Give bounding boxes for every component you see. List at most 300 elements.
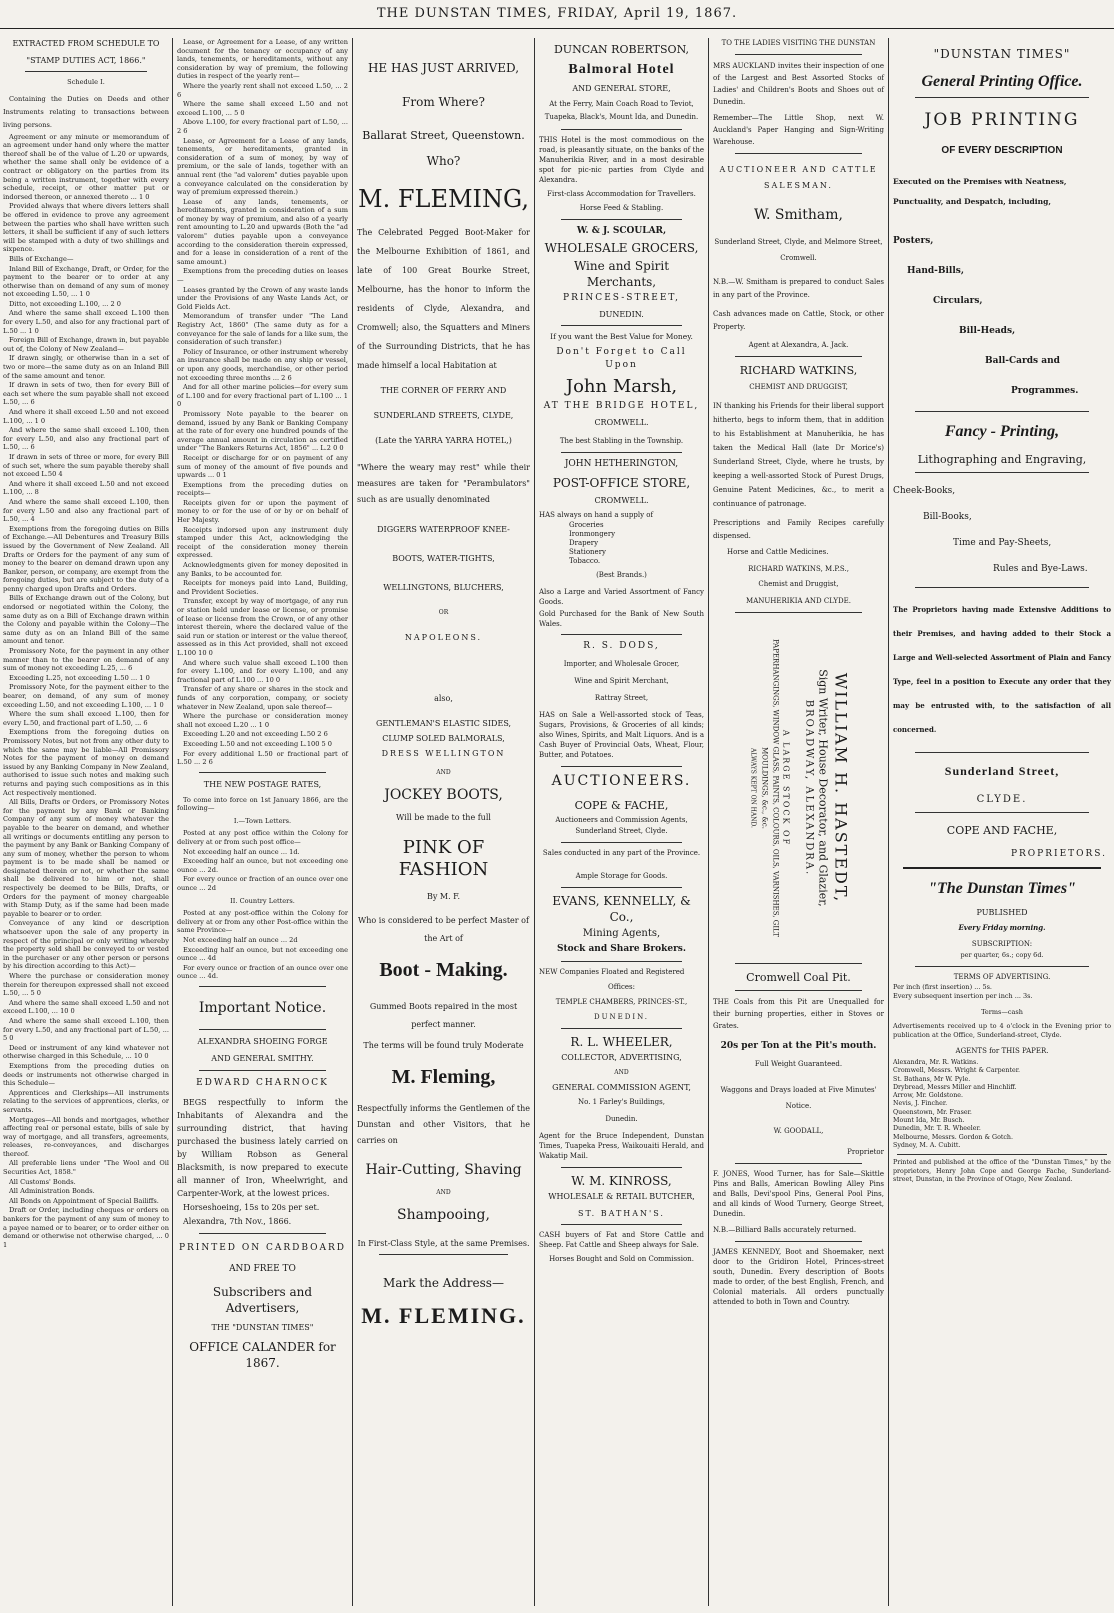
duty-entry: All preferable liens under "The Wool and Oil Securities Act, 1858." bbox=[3, 1159, 169, 1177]
fleming-product: CLUMP SOLED BALMORALS, bbox=[382, 734, 505, 743]
dods-name: R. S. DODS, bbox=[583, 641, 660, 651]
hastedt-name: WILLIAM H. HASTEDT, bbox=[831, 672, 850, 904]
duty-entry: Conveyance of any kind or description whatsoever upon the sale of any property in respect of the principal or only writing whereby the property sold shall be conveyed to or vested in the purchaser or any other person or persons by his direction according to this Act)— bbox=[3, 919, 169, 971]
subscription-rate: per quarter, 6s.; copy 6d. bbox=[960, 951, 1044, 959]
important-notice-heading: Important Notice. bbox=[198, 999, 327, 1016]
divider bbox=[915, 966, 1089, 967]
divider bbox=[915, 752, 1089, 753]
lease-entry: Exemptions from the preceding duties on leases— bbox=[177, 267, 348, 285]
lease-entry: Receipts for moneys paid into Land, Building, and Provident Societies. bbox=[177, 579, 348, 596]
jones-nb: N.B.—Billiard Balls accurately returned. bbox=[713, 1226, 857, 1234]
auctioneer-heading: AUCTIONEER AND CATTLE SALESMAN. bbox=[719, 165, 878, 190]
lithographing: Lithographing and Engraving, bbox=[917, 453, 1087, 466]
duty-entry: Ditto, not exceeding L.100, ... 2 0 bbox=[9, 299, 121, 308]
hastedt-items: PAPERHANGINGS, WINDOW GLASS, PAINTS, COLOURS, OILS, VARNISHES, GILT MOULDINGS, &c., &c. bbox=[760, 639, 779, 937]
watkins-name: RICHARD WATKINS, bbox=[739, 364, 858, 377]
jones-notice: F. JONES, Wood Turner, has for Sale—Skittle Pins and Balls, American Bowling Alley Pins and Balls, Devi'spool Pins, General Pool Pins, and all kinds of Wood Turnery, George Street, Dunedin. bbox=[713, 1170, 884, 1218]
print-items-list-2 bbox=[893, 478, 1111, 582]
agent-entry: Arrow, Mr. Goldstone. bbox=[893, 1092, 963, 1100]
divider bbox=[735, 963, 862, 964]
evans-city: DUNEDIN. bbox=[593, 1013, 650, 1021]
lease-entry: Transfer, except by way of mortgage, of any run or station held under lease or license, or promise of lease or license from the Crown, or of any other interest therein, where the declared value of the said run or station or interest or the value thereof, assessed as in this Act provided, shall not exceed L.100 10 0 bbox=[177, 597, 348, 657]
fleming-product: DIGGERS WATERPROOF KNEE- bbox=[377, 525, 510, 534]
printed-line: PRINTED ON CARDBOARD bbox=[178, 1242, 347, 1253]
robertson-location: At the Ferry, Main Coach Road to Teviot, Tuapeka, Black's, Mount Ida, and Dunedin. bbox=[544, 100, 699, 121]
goods-list bbox=[539, 521, 704, 566]
column-leases-postage bbox=[174, 38, 351, 1606]
agents-heading: AGENTS for THIS PAPER. bbox=[955, 1047, 1049, 1055]
marsh-stabling: The best Stabling in the Township. bbox=[559, 437, 684, 445]
duty-entry: Exemptions from the foregoing duties on Bills of Exchange.—All Debentures and Treasury Bills issued by the Government of New Zealand. All Drafts or Orders for the payment of any sum of money to the bearer on demand drawn upon any Banker, person, or company, are exempt from the foregoing duties, but are subject to the duty of a penny charged upon Drafts and Orders. bbox=[3, 524, 169, 593]
hastedt-trade: Sign Writer, House Decorator, and Glazier, bbox=[816, 669, 829, 907]
town-rate: For every ounce or fraction of an ounce over one ounce ... 2d bbox=[177, 875, 348, 893]
agent-entry: Sydney, M. A. Cubitt. bbox=[893, 1141, 961, 1149]
divider bbox=[561, 842, 682, 843]
column-rule bbox=[888, 38, 889, 1606]
terms-cash: Terms—cash bbox=[981, 1008, 1023, 1016]
smitham-address: Sunderland Street, Clyde, and Melmore Street, Cromwell. bbox=[714, 238, 883, 262]
divider bbox=[735, 990, 862, 991]
robertson-name: DUNCAN ROBERTSON, bbox=[553, 43, 689, 56]
auctioneers-heading: AUCTIONEERS. bbox=[551, 773, 692, 789]
cope-storage: Ample Storage for Goods. bbox=[575, 872, 668, 880]
hetherington-name: JOHN HETHERINGTON, bbox=[564, 459, 679, 469]
hotel-description: THIS Hotel is the most commodious on the road, is pleasantly situate, on the banks of the Manuherikia River, and in a most desirable spot for pic-nic parties from Clyde and Alexandra. bbox=[539, 136, 704, 184]
dods-stock: HAS on Sale a Well-assorted stock of Teas, Sugars, Provisions, & Groceries of all kinds; also Wines, Spirits, and Malt Liquors. And is a Cash Buyer of Provincial Oats, Wheat, Flour, Butter, and Potatoes. bbox=[539, 711, 704, 759]
scoular-city: DUNEDIN. bbox=[599, 310, 644, 319]
fleming-headline: HE HAS JUST ARRIVED, bbox=[367, 61, 520, 75]
clyde: CLYDE. bbox=[976, 794, 1028, 805]
duty-entry: Agreement or any minute or memorandum of an agreement under hand only where the matter thereof shall be of the value of L.20 or upwards, whether the same shall only be evidence of a contract or obligatory on the parties from its being a written instrument, together with every schedule, receipt, or other matter put or indorsed thereon, or annexed thereto ... 1 0 bbox=[3, 132, 169, 201]
job-printing: JOB PRINTING bbox=[924, 110, 1080, 130]
wheeler-and: AND bbox=[614, 1069, 629, 1076]
goodall-name: W. GOODALL, bbox=[773, 1127, 824, 1135]
fleming-made: Will be made to the full bbox=[396, 813, 491, 822]
lease-entry: Exceeding L.50 and not exceeding L.100 5 0 bbox=[183, 739, 332, 748]
divider bbox=[561, 1028, 682, 1029]
fleming-name: M. FLEMING, bbox=[358, 185, 529, 213]
postage-heading: THE NEW POSTAGE RATES, bbox=[203, 779, 322, 789]
cope-fache: COPE & FACHE, bbox=[574, 799, 669, 812]
divider bbox=[561, 887, 682, 888]
lease-entry: Above L.100, for every fractional part of L.50, ... 2 6 bbox=[177, 118, 348, 135]
horseshoe-price: Horseshoeing, 15s to 20s per set. bbox=[183, 1202, 320, 1212]
lease-entry: Lease of any lands, tenements, or hereditaments, granted in consideration of a sum of money by way of premium, and also of a yearly rent amounting to L.20 and upwards (Both the "ad valorem" duties payable upon a conveyance according to the consideration therein expressed, and for a lease in consideration of a rent of the same amount.) bbox=[177, 197, 348, 266]
hastedt-kept: ALWAYS KEPT ON HAND. bbox=[749, 748, 756, 828]
watkins-location: MANUHERIKIA AND CLYDE. bbox=[746, 597, 851, 605]
duty-entry: Promissory Note, for the payment in any other manner than to the bearer on demand of any sum of money not exceeding L.25, ... 6 bbox=[3, 647, 169, 673]
town-rate: Exceeding half an ounce, but not exceeding one ounce ... 2d. bbox=[177, 857, 348, 874]
print-item: Programmes. bbox=[1011, 386, 1079, 396]
agent-entry: Drybread, Messrs Miller and Hinchliff. bbox=[893, 1083, 1017, 1091]
general-store: AND GENERAL STORE, bbox=[572, 84, 671, 93]
dunstan-times-label: "DUNSTAN TIMES" bbox=[933, 47, 1071, 61]
lease-entry: And for all other marine policies—for every sum of L.100 and for every fractional part of L.100 ... 1 0 bbox=[177, 383, 348, 409]
print-item-2: Time and Pay-Sheets, bbox=[953, 538, 1052, 548]
wheeler-role: COLLECTOR, ADVERTISING, bbox=[561, 1053, 682, 1062]
column-rule bbox=[534, 38, 535, 1606]
accommodation: First-class Accommodation for Travellers. bbox=[547, 190, 696, 198]
divider bbox=[561, 961, 682, 962]
gold-purchased: Gold Purchased for the Bank of New South Wales. bbox=[539, 610, 704, 628]
smitham-name: W. Smitham, bbox=[754, 207, 843, 223]
watkins-notice: IN thanking his Friends for their liberal support hitherto, begs to inform them, that in addition to his Establishment at Manuherikia, he has taken the Medical Hall (late Dr Morice's) Sunderland Street, Clyde, where he trusts, by keeping a well-assorted Stock of Purest Drugs, Genuine Patent Medicines, &c., to merit a continuance of patronage. bbox=[713, 402, 884, 508]
duty-entry: And where the same shall exceed L.100, then for every L.50, and any fractional part of L.50, ... 5 0 bbox=[3, 1016, 169, 1043]
print-item-2: Rules and Bye-Laws. bbox=[993, 564, 1088, 574]
duty-entry: Bills of Exchange drawn out of the Colony, but endorsed or negotiated within the Colony, the same duty as on a Bill of Exchange drawn within the Colony and payable within the Colony—The same duty as on an Inland Bill of the same amount and tenor. bbox=[3, 594, 169, 646]
country-rate: Posted at any post-office within the Colony for delivery at or from any other Post-office within the same Province— bbox=[177, 909, 348, 935]
kinross-town: ST. BATHAN'S. bbox=[578, 1209, 665, 1218]
coal-pit-heading: Cromwell Coal Pit. bbox=[746, 971, 851, 984]
duty-entry: All Bonds on Appointment of Special Bailiffs. bbox=[9, 1196, 159, 1205]
watkins-horse: Horse and Cattle Medicines. bbox=[727, 548, 829, 556]
printed-line: AND FREE TO bbox=[229, 1263, 296, 1274]
charnock-notice: BEGS respectfully to inform the Inhabitants of Alexandra and the surrounding district, that having purchased the business lately carried on by William Robson as General Blacksmith, is now prepared to execute all manner of Iron, Wheelwright, and Carpenter-Work, at the lowest prices. bbox=[177, 1097, 348, 1198]
fleming-corner: SUNDERLAND STREETS, CLYDE, bbox=[373, 411, 514, 420]
lease-entry: Where the same shall exceed L.50 and not exceed L.100, ... 5 0 bbox=[177, 100, 348, 117]
every-friday: Every Friday morning. bbox=[958, 923, 1046, 932]
cope-and-fache: COPE AND FACHE, bbox=[946, 824, 1058, 837]
fleming-intro: The Celebrated Pegged Boot-Maker for the Melbourne Exhibition of 1861, and late of 100 Great Bourke Street, Melbourne, has the honor to inform the residents of Clyde, Alexandra, and Cromwell; also, the Squatters and Miners of the Surrounding Districts, that he has made himself a local Habitation at bbox=[357, 228, 530, 370]
coal-body: THE Coals from this Pit are Unequalled for their burning properties, either in Stoves or Grates. bbox=[713, 998, 884, 1030]
duty-entry: And where it shall exceed L.50 and not exceed L.100, ... 8 bbox=[3, 479, 169, 497]
evans-address: TEMPLE CHAMBERS, PRINCES-ST., bbox=[555, 998, 688, 1006]
watkins-cd: Chemist and Druggist, bbox=[758, 580, 839, 588]
fleming-gummed: Gummed Boots repaired in the most perfect manner. bbox=[369, 1002, 518, 1029]
watkins-sign: RICHARD WATKINS, M.P.S., bbox=[748, 565, 849, 573]
duty-entry: Exceeding L.25, not exceeding L.50 ... 1 0 bbox=[9, 673, 150, 682]
dods-importer: Importer, and Wholesale Grocer, bbox=[563, 660, 680, 668]
lease-entry: Policy of Insurance, or other instrument whereby an insurance shall be made on any ship or vessel, or upon any goods, merchandise, or other period not exceeding three months ... 2 6 bbox=[177, 347, 348, 382]
scoular-wholesale: WHOLESALE GROCERS, bbox=[544, 241, 699, 255]
marsh-call: Don't Forget to Call Upon bbox=[556, 347, 687, 370]
imprint: Printed and published at the office of the "Dunstan Times," by the proprietors, Henry John Cope and George Fache, Sunderland-street, Dunstan, in the Province of Otago, New Zealand. bbox=[893, 1159, 1111, 1183]
goods-item: Groceries bbox=[569, 521, 604, 529]
fleming-product: DRESS WELLINGTON bbox=[381, 749, 506, 758]
lease-entry: Exemptions from the preceding duties on receipts— bbox=[177, 480, 348, 498]
kinross-role: WHOLESALE & RETAIL BUTCHER, bbox=[548, 1192, 695, 1201]
executed-line: Executed on the Premises with Neatness, Punctuality, and Despatch, including, bbox=[893, 177, 1067, 206]
agent-entry: Melbourne, Messrs. Gordon & Gotch. bbox=[893, 1133, 1013, 1141]
published: PUBLISHED bbox=[976, 908, 1028, 917]
terms-heading: TERMS OF ADVERTISING. bbox=[953, 973, 1051, 981]
duty-entry: All Administration Bonds. bbox=[9, 1187, 95, 1196]
fleming-pink: PINK OF FASHION bbox=[398, 837, 489, 880]
goods-item: Drapery bbox=[569, 539, 599, 547]
fleming-master: Who is considered to be perfect Master of the Art of bbox=[358, 916, 529, 943]
balmoral-hotel: Balmoral Hotel bbox=[568, 62, 675, 77]
country-letters-heading: II. Country Letters. bbox=[230, 896, 295, 905]
duty-entry: Exemptions from the preceding duties on deeds or instruments not otherwise charged in this Schedule— bbox=[3, 1061, 169, 1088]
schedule-title: Schedule I. bbox=[67, 78, 105, 86]
hastedt-ad bbox=[713, 618, 884, 958]
auckland-remember: Remember—The Little Shop, next W. Auckland's Paper Hanging and Sign-Writing Warehouse. bbox=[713, 114, 884, 146]
country-letters-list bbox=[177, 909, 348, 981]
sunderland-street: Sunderland Street, bbox=[944, 764, 1060, 778]
fleming-hair: Hair-Cutting, Shaving bbox=[365, 1162, 522, 1178]
agent-entry: Mount Ida, Mr. Busch. bbox=[893, 1117, 965, 1125]
duty-entry: And where the same shall exceed L.100, then for every L.50, and also any fractional part of L.50, ... 6 bbox=[3, 426, 169, 452]
fleming-line: From Where? bbox=[402, 95, 485, 109]
divider bbox=[25, 71, 147, 72]
proprietors-notice: The Proprietors having made Extensive Additions to their Premises, and having added to their Stock a Large and Well-selected Assortment of Plain and Fancy Type, feel in a position to Execute any order that they may be entrusted with, to the satisfaction of all concerned. bbox=[893, 605, 1111, 734]
marsh-hotel: AT THE BRIDGE HOTEL, bbox=[543, 401, 700, 411]
wheeler-role2: GENERAL COMMISSION AGENT, bbox=[552, 1083, 691, 1092]
lease-entry: Memorandum of transfer under "The Land Registry Act, 1860" (The same duty as for a conveyance for the sale of lands for a like sum, the consideration of such transfer.) bbox=[177, 312, 348, 347]
agent-entry: Cromwell, Messrs. Wright & Carpenter. bbox=[893, 1067, 1021, 1075]
marsh-town: CROMWELL. bbox=[594, 418, 649, 427]
coal-weight: Full Weight Guaranteed. bbox=[754, 1060, 843, 1068]
lease-entry: Acknowledgments given for money deposited in any Banks, to be accounted for. bbox=[177, 561, 348, 578]
country-rate: Not exceeding half an ounce ... 2d bbox=[183, 936, 298, 944]
town-letters-heading: I.—Town Letters. bbox=[233, 816, 292, 825]
duty-entry: Apprentices and Clerkships—All instruments relating to the services of apprentices, clerks, or servants. bbox=[3, 1088, 169, 1114]
duty-entry: If drawn singly, or otherwise than in a set of two or more—the same duty as on an Inland Bill of the same amount and tenor. bbox=[3, 354, 169, 380]
goods-item: Stationery bbox=[569, 548, 606, 556]
country-rate: For every ounce or fraction of an ounce over one ounce ... 4d. bbox=[177, 963, 348, 981]
duty-entry: Draft or Order, including cheques or orders on bankers for the payment of any sum of money to a payee named or to bearer, or to order either on demand or otherwise not otherwise charged, ... 0 1 bbox=[3, 1206, 169, 1249]
evans-brokers: Stock and Share Brokers. bbox=[556, 944, 687, 954]
fleming-also: also, bbox=[434, 694, 453, 703]
town-letters-list bbox=[177, 829, 348, 892]
marsh-tagline: If you want the Best Value for Money. bbox=[550, 332, 693, 341]
duty-entry: All Customs' Bonds. bbox=[9, 1177, 76, 1186]
fleming-late: (Late the YARRA YARRA HOTEL,) bbox=[375, 436, 512, 445]
divider bbox=[561, 452, 682, 453]
lease-entry: Transfer of any share or shares in the stock and funds of any corporation, company, or society whatever in New Zealand, upon sale thereof— bbox=[177, 685, 348, 711]
print-item: Bill-Heads, bbox=[959, 326, 1016, 336]
divider bbox=[561, 634, 682, 635]
fleming-jockey: JOCKEY BOOTS, bbox=[384, 787, 503, 803]
wheeler-city: Dunedin. bbox=[605, 1115, 638, 1123]
masthead: THE DUNSTAN TIMES, FRIDAY, April 19, 1867. bbox=[0, 0, 1114, 29]
printed-line: Subscribers and Advertisers, bbox=[212, 1284, 313, 1315]
fleming-by: By M. F. bbox=[426, 892, 461, 901]
duty-entry: Inland Bill of Exchange, Draft, or Order, for the payment to the bearer or to order at any otherwise than on demand of any sum of money not exceeding L.50, ... 1 0 bbox=[3, 264, 169, 299]
watkins-prescriptions: Prescriptions and Family Recipes carefully dispensed. bbox=[713, 519, 884, 540]
duty-entry: Bills of Exchange— bbox=[9, 254, 74, 263]
divider bbox=[561, 129, 682, 130]
coal-price: 20s per Ton at the Pit's mouth. bbox=[720, 1041, 877, 1051]
smitham-agent: Agent at Alexandra, A. Jack. bbox=[748, 341, 849, 349]
divider bbox=[915, 97, 1089, 98]
lease-entry: Promissory Note payable to the bearer on demand, issued by any Bank or Banking Company at the rate of for every one hundred pounds of the average annual amount in circulation as certified under "The Bankers Returns Act, 1856" ... L.2 0 0 bbox=[177, 409, 348, 453]
column-rule bbox=[708, 38, 709, 1606]
print-item: Circulars, bbox=[933, 296, 983, 306]
printed-line: THE "DUNSTAN TIMES" bbox=[211, 1322, 314, 1332]
lease-entry: Exceeding L.20 and not exceeding L.50 2 6 bbox=[183, 730, 328, 739]
divider bbox=[379, 1254, 508, 1255]
duty-entry: And where the same shall exceed L.100, then for every L.50 and also any fractional part of L.50, ... 4 bbox=[3, 497, 169, 524]
divider bbox=[735, 612, 862, 613]
fleming-firstclass: In First-Class Style, at the same Premises. bbox=[357, 1239, 530, 1248]
duty-entry: Where the purchase or consideration money therein for thereupon expressed shall not exceed L.50, ... 5 0 bbox=[3, 972, 169, 998]
lease-entry: Lease, or Agreement for a Lease, of any written document for the tenancy or occupancy of any lands, tenements, or hereditaments, without any consideration by way of premium, the following duties in respect of the yearly rent— bbox=[177, 38, 348, 81]
subsequent: Every subsequent insertion per inch ... 3s. bbox=[893, 992, 1033, 1000]
fleming-product: NAPOLEONS. bbox=[404, 633, 483, 642]
coal-waggons: Waggons and Drays loaded at Five Minutes' Notice. bbox=[720, 1086, 877, 1110]
evans-name: EVANS, KENNELLY, & Co., bbox=[552, 894, 691, 924]
horse-feed: Horse Feed & Stabling. bbox=[579, 204, 664, 212]
scoular-street: PRINCES-STREET, bbox=[563, 293, 680, 303]
divider bbox=[903, 867, 1101, 869]
kinross-horses: Horses Bought and Sold on Commission. bbox=[549, 1255, 694, 1263]
stamp-duties-act: "STAMP DUTIES ACT, 1866." bbox=[26, 56, 146, 65]
kennedy-notice: JAMES KENNEDY, Boot and Shoemaker, next door to the Gridiron Hotel, Princes-street south, Dunedin. Every description of Boots made to order, of the best English, French, and Colonial materials. All orders punctually attended to both in Town and Country. bbox=[713, 1248, 884, 1306]
every-description: OF EVERY DESCRIPTION bbox=[941, 145, 1063, 156]
duty-entry: Where the sum shall exceed L.100, then for every L.50, and fractional part of L.50, ... 6 bbox=[3, 710, 169, 727]
column-businesses bbox=[536, 38, 707, 1606]
lease-entry: Lease, or Agreement for a Lease of any lands, tenements, or hereditaments, granted in consideration of a sum of money, by way of premium, or the sale of lands, together with an annual rent (the "ad valorem" duties payable upon a conveyance calculated on the consideration by way of premium expressed therein.) bbox=[177, 136, 348, 197]
goodall-role: Proprietor bbox=[847, 1148, 884, 1156]
printed-line: OFFICE CALANDER for 1867. bbox=[189, 1339, 336, 1370]
fleming-bootmaking: Boot - Making. bbox=[379, 959, 508, 981]
divider bbox=[915, 472, 1089, 473]
ladies-heading: TO THE LADIES VISITING THE DUNSTAN bbox=[721, 39, 876, 47]
auckland-notice: MRS AUCKLAND invites their inspection of one of the Largest and Best Assorted Stocks of Ladies' and Children's Boots and Shoes out of Dunedin. bbox=[713, 62, 884, 106]
evans-mining: Mining Agents, bbox=[582, 928, 661, 939]
divider bbox=[735, 1163, 862, 1164]
evans-companies: NEW Companies Floated and Registered bbox=[539, 968, 685, 976]
leases-list bbox=[177, 38, 348, 767]
divider bbox=[199, 986, 326, 987]
cope-sales: Sales conducted in any part of the Province. bbox=[542, 849, 701, 857]
goods-item: Ironmongery bbox=[569, 530, 616, 538]
fleming-product: WELLINGTONS, BLUCHERS, bbox=[383, 583, 504, 592]
forge-subtitle: AND GENERAL SMITHY. bbox=[211, 1053, 314, 1063]
hastedt-address: BROADWAY, ALEXANDRA. bbox=[803, 699, 814, 877]
dods-street: Rattray Street, bbox=[594, 694, 649, 702]
fleming-and2: AND bbox=[436, 1189, 451, 1196]
divider bbox=[561, 766, 682, 767]
divider bbox=[915, 812, 1089, 813]
fleming-corner: THE CORNER OF FERRY AND bbox=[380, 386, 507, 395]
duty-entry: Provided always that where divers letters shall be offered in evidence to prove any agreement between the parties who shall have written such letters, it shall be sufficient if any of such letters will be stamped with a duty of two shillings and sixpence. bbox=[3, 202, 169, 254]
hastedt-rotated bbox=[747, 623, 850, 953]
fleming-line: Ballarat Street, Queenstown. bbox=[362, 129, 525, 142]
stamp-duties-list bbox=[3, 133, 169, 1250]
cope-role: Auctioneers and Commission Agents, bbox=[555, 816, 688, 824]
agent-entry: Dunedin, Mr. T. R. Wheeler. bbox=[893, 1125, 981, 1133]
divider bbox=[897, 1154, 1107, 1155]
wheeler-agent: Agent for the Bruce Independent, Dunstan Times, Tuapeka Press, Waikouaiti Herald, and Wakatip Mail. bbox=[539, 1132, 704, 1160]
watkins-role: CHEMIST AND DRUGGIST, bbox=[749, 383, 848, 391]
hastedt-stock: A LARGE STOCK OF bbox=[781, 729, 790, 847]
agent-entry: Nevis, J. Fincher. bbox=[893, 1100, 948, 1108]
general-printing-office: General Printing Office. bbox=[921, 73, 1083, 90]
kinross-cash: CASH buyers of Fat and Store Cattle and Sheep. Fat Cattle and Sheep always for Sale. bbox=[539, 1231, 704, 1249]
hetherington-has: HAS always on hand a supply of bbox=[539, 511, 654, 519]
ad-received: Advertisements received up to 4 o'clock in the Evening prior to publication at the Office, Sunderland-street, Clyde. bbox=[893, 1022, 1111, 1039]
fleming-shampoo: Shampooing, bbox=[397, 1207, 490, 1223]
dods-wine: Wine and Spirit Merchant, bbox=[574, 677, 669, 685]
divider bbox=[561, 1224, 682, 1225]
marsh-name: John Marsh, bbox=[565, 376, 678, 397]
fleming-respect: Respectfully informs the Gentlemen of the Dunstan and other Visitors, that he carries on bbox=[357, 1104, 530, 1145]
agent-entry: Alexandra, Mr. R. Watkins. bbox=[893, 1059, 979, 1066]
subscription: SUBSCRIPTION: bbox=[971, 940, 1033, 948]
divider bbox=[199, 1233, 326, 1234]
wheeler-address: No. 1 Farley's Buildings, bbox=[578, 1098, 665, 1106]
column-stamp-duties bbox=[0, 38, 172, 1606]
duty-entry: Exemptions from the foregoing duties on Promissory Notes, but not from any other duty to which the same may be liable—All Promissory Notes for the payment of money on demand issued by any Banking Company in New Zealand, authorised to issue such notes and making such returns and paying such compositions as in this Act respectively mentioned. bbox=[3, 728, 169, 797]
print-item: Ball-Cards and bbox=[985, 356, 1060, 366]
column-rule bbox=[352, 38, 353, 1606]
postage-intro: To come into force on 1st January 1866, are the following— bbox=[177, 795, 348, 813]
fleming-and: AND bbox=[436, 769, 451, 776]
duty-entry: And where it shall exceed L.50 and not exceed L.100, ... 1 0 bbox=[3, 408, 169, 425]
forge-date: Alexandra, 7th Nov., 1866. bbox=[183, 1216, 292, 1226]
fleming-weary: "Where the weary may rest" while their measures are taken for "Perambulators" such as are usually denominated bbox=[357, 463, 530, 504]
column-printing-office bbox=[890, 38, 1114, 1606]
agent-entry: St. Bathans, Mr W. Pyle. bbox=[893, 1075, 971, 1083]
print-item: Posters, bbox=[893, 236, 934, 246]
lease-entry: Receipts indorsed upon any instrument duly stamped under this Act, acknowledging the receipt of the consideration money therein expressed. bbox=[177, 525, 348, 560]
print-item: Hand-Bills, bbox=[907, 266, 964, 276]
country-rate: Exceeding half an ounce, but not exceeding one ounce ... 4d bbox=[177, 945, 348, 963]
divider bbox=[735, 54, 862, 55]
best-brands: (Best Brands.) bbox=[596, 571, 647, 579]
duty-entry: All Bills, Drafts or Orders, or Promissory Notes for the payment by any Bank or Banking Company of any sum of money whatever the payable to the bearer on demand, and whether all writings or documents entitling any person to the payment by any Bank or Banking Company of any sum of money, whether the person to whom payment is to be made shall be named or designated therein or not, or whether the same shall be delivered to him or not, shall respectively be deemed to be Bills, Drafts, or Orders for the payment of money chargeable with Stamp Duty, as if the same had been made payable to bearer or to order. bbox=[3, 798, 169, 918]
scoular-wine: Wine and Spirit Merchants, bbox=[573, 259, 670, 289]
divider bbox=[735, 356, 862, 357]
fleming-terms: The terms will be found truly Moderate bbox=[363, 1041, 524, 1050]
duty-entry: Mortgages—All bonds and mortgages, whether affecting real or personal estate, bills of sale by way of mortgage, and all transfers, agreements, releases, re-conveyances, and discharges thereof. bbox=[3, 1115, 169, 1158]
duty-entry: Deed or instrument of any kind whatever not otherwise charged in this Schedule, ... 10 0 bbox=[3, 1043, 169, 1061]
scoular-name: W. & J. SCOULAR, bbox=[576, 226, 667, 236]
lease-entry: And where such value shall exceed L.100 then for every L.100, and for every L.100, and any fractional part of L.100 ... 10 0 bbox=[177, 658, 348, 684]
lease-entry: Leases granted by the Crown of any waste lands under the Provisions of any Waste Lands Act, or Gold Fields Act. bbox=[177, 285, 348, 311]
duty-entry: Promissory Note, for the payment either to the bearer, on demand, of any sum of money exceeding L.50, and not exceeding L.100, ... 1 0 bbox=[3, 683, 169, 709]
print-item-2: Bill-Books, bbox=[923, 512, 972, 522]
print-item-2: Cheek-Books, bbox=[893, 486, 956, 496]
column-rule bbox=[172, 38, 173, 1606]
lease-entry: Receipt or discharge for or on payment of any sum of money of the amount of five pounds and upwards ... 0 1 bbox=[177, 453, 348, 480]
fancy-goods: Also a Large and Varied Assortment of Fancy Goods. bbox=[539, 588, 704, 606]
duty-entry: Foreign Bill of Exchange, drawn in, but payable out of, the Colony of New Zealand— bbox=[3, 336, 169, 353]
town-rate: Posted at any post office within the Colony for delivery at or from such post office— bbox=[177, 829, 348, 847]
post-office-store: POST-OFFICE STORE, bbox=[552, 476, 691, 490]
agent-list bbox=[893, 1059, 1111, 1150]
divider bbox=[199, 1070, 326, 1071]
per-inch: Per inch (first insertion) ... 5s. bbox=[893, 983, 993, 991]
divider bbox=[915, 587, 1089, 588]
fleming-mark: Mark the Address— bbox=[383, 1276, 504, 1290]
smitham-nb: N.B.—W. Smitham is prepared to conduct Sales in any part of the Province. bbox=[713, 278, 884, 299]
duty-entry: If drawn in sets of three or more, for every Bill of such set, where the sum payable thereby shall not exceed L.50 4 bbox=[3, 452, 169, 479]
goods-item: Tobacco. bbox=[569, 557, 601, 565]
newspaper-page bbox=[0, 30, 1114, 1613]
fleming-product: BOOTS, WATER-TIGHTS, bbox=[392, 554, 495, 563]
cope-street: Sunderland Street, Clyde. bbox=[575, 827, 668, 835]
divider bbox=[735, 153, 862, 154]
charnock-name: EDWARD CHARNOCK bbox=[196, 1077, 329, 1088]
smitham-cash: Cash advances made on Cattle, Stock, or other Property. bbox=[713, 310, 884, 331]
print-items-list bbox=[893, 226, 1111, 406]
fancy-printing: Fancy - Printing, bbox=[944, 423, 1060, 440]
duty-entry: And where the same shall exceed L.50 and not exceed L.100, ... 10 0 bbox=[3, 998, 169, 1016]
lease-entry: Where the purchase or consideration money shall not exceed L.20 ... 1 0 bbox=[177, 712, 348, 729]
duty-entry: If drawn in sets of two, then for every Bill of each set where the sum payable shall not exceed L.50, ... 6 bbox=[3, 381, 169, 407]
town-rate: Not exceeding half an ounce ... 1d. bbox=[183, 847, 300, 856]
kinross-name: W. M. KINROSS, bbox=[571, 1174, 672, 1188]
divider bbox=[561, 219, 682, 220]
divider bbox=[561, 1167, 682, 1168]
lease-entry: Where the yearly rent shall not exceed L.50, ... 2 6 bbox=[177, 81, 348, 99]
column-fleming bbox=[354, 38, 533, 1606]
fleming-line: Who? bbox=[426, 154, 461, 168]
column-ladies-chemist bbox=[710, 38, 887, 1606]
